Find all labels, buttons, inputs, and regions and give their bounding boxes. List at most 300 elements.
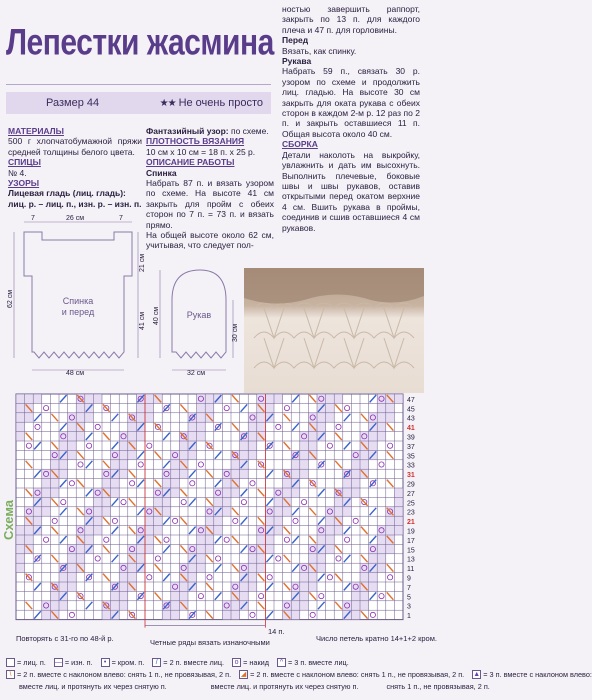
chart-shade-cell <box>93 488 102 497</box>
chart-shade-cell <box>308 441 317 450</box>
chart-shade-cell <box>76 554 85 563</box>
chart-shade-cell <box>222 488 231 497</box>
chart-shade-cell <box>59 601 68 610</box>
knit-icon <box>6 658 15 667</box>
chart-shade-cell <box>119 450 128 459</box>
chart-shade-cell <box>240 563 249 572</box>
body-label-1: Спинка <box>62 296 94 306</box>
chart-shade-cell <box>50 601 59 610</box>
front-text: Вязать, как спинку. <box>282 45 357 56</box>
chart-shade-cell <box>59 460 68 469</box>
chart-shade-cell <box>205 535 214 544</box>
chart-shade-cell <box>377 403 386 412</box>
chart-shade-cell <box>16 413 25 422</box>
chart-shade-cell <box>25 526 34 535</box>
chart-shade-cell <box>85 394 94 403</box>
chart-shade-cell <box>214 497 223 506</box>
chart-shade-cell <box>102 469 111 478</box>
chart-shade-cell <box>68 413 77 422</box>
chart-shade-cell <box>240 441 249 450</box>
chart-shade-cell <box>42 497 51 506</box>
chart-shade-cell <box>257 394 266 403</box>
chart-shade-cell <box>154 516 163 525</box>
dim-21: 21 см <box>139 253 146 272</box>
chart-shade-cell <box>343 479 352 488</box>
chart-shade-cell <box>317 554 326 563</box>
chart-shade-cell <box>265 535 274 544</box>
garment-photo <box>244 268 424 393</box>
back-label: Спинка <box>146 167 177 178</box>
chart-shade-cell <box>119 573 128 582</box>
chart-shade-cell <box>369 582 378 591</box>
chart-shade-cell <box>377 413 386 422</box>
chart-shade-cell <box>171 479 180 488</box>
chart-shade-cell <box>231 488 240 497</box>
chart-shade-cell <box>145 507 154 516</box>
chart-shade-cell <box>326 516 335 525</box>
chart-shade-cell <box>179 563 188 572</box>
chart-shade-cell <box>50 450 59 459</box>
chart-shade-cell <box>308 582 317 591</box>
chart-shade-cell <box>111 601 120 610</box>
gauge-heading: ПЛОТНОСТЬ ВЯЗАНИЯ <box>146 136 245 147</box>
legend-item: — = изн. п. <box>54 657 93 667</box>
chart-shade-cell <box>145 526 154 535</box>
chart-shade-cell <box>111 488 120 497</box>
chart-shade-cell <box>16 544 25 553</box>
chart-shade-cell <box>197 413 206 422</box>
back-text: Набрать 87 п. и вязать узором по схеме. На высоте 41 см закрыть для пройм с обеих сторон по 7 п. = 73 п. и вязать прямо. <box>146 178 274 230</box>
chart-shade-cell <box>248 563 257 572</box>
chart-shade-cell <box>162 507 171 516</box>
chart-shade-cell <box>154 526 163 535</box>
gauge-text: 10 см x 10 см = 18 п. x 25 р. <box>146 146 256 157</box>
chart-shade-cell <box>42 601 51 610</box>
chart-shade-cell <box>50 460 59 469</box>
chart-shade-cell <box>145 535 154 544</box>
chart-shade-cell <box>386 516 395 525</box>
chart-shade-cell <box>300 582 309 591</box>
chart-shade-cell <box>93 497 102 506</box>
chart-shade-cell <box>386 544 395 553</box>
chart-shade-cell <box>85 535 94 544</box>
chart-shade-cell <box>300 441 309 450</box>
purl-icon: — <box>54 658 62 666</box>
legend-item: ▲ = 3 п. вместе с наклоном влево: <box>473 669 592 679</box>
chart-shade-cell <box>351 610 360 619</box>
chart-shade-cell <box>317 413 326 422</box>
chart-shade-cell <box>171 488 180 497</box>
row-number: 45 <box>407 406 415 414</box>
assembly-text: Детали наколоть на выкройку, увлажнить и дать им высохнуть. Выполнить плечевые, боковые швы и швы рукавов, оставив открытыми перед окатом верхние 4 см. Вшить рукава в проймы, соединив и сшив оставшиеся 4 см рукавов. <box>282 149 420 233</box>
chart-shade-cell <box>248 582 257 591</box>
chart-shade-cell <box>42 479 51 488</box>
chart-shade-cell <box>197 554 206 563</box>
chart-shade-cell <box>33 516 42 525</box>
chart-shade-cell <box>68 544 77 553</box>
chart-shade-cell <box>377 432 386 441</box>
legend-cont-3: снять 1 п., не провязывая, 2 п. <box>386 681 490 691</box>
chart-shade-cell <box>308 432 317 441</box>
chart-shade-cell <box>257 554 266 563</box>
chart-shade-cell <box>231 601 240 610</box>
chart-shade-cell <box>274 516 283 525</box>
chart-shade-cell <box>16 422 25 431</box>
chart-shade-cell <box>308 413 317 422</box>
schematic-svg <box>4 210 239 390</box>
chart-shade-cell <box>205 544 214 553</box>
chart-shade-cell <box>334 507 343 516</box>
chart-shade-cell <box>248 554 257 563</box>
chart-shade-cell <box>369 432 378 441</box>
chart-shade-cell <box>326 507 335 516</box>
chart-shade-cell <box>360 601 369 610</box>
difficulty-label: Не очень просто <box>178 97 263 109</box>
row-number: 27 <box>407 490 415 498</box>
chart-shade-cell <box>76 413 85 422</box>
chart-shade-cell <box>136 554 145 563</box>
row-number: 13 <box>407 556 415 564</box>
chart-shade-cell <box>188 450 197 459</box>
chart-shade-cell <box>300 432 309 441</box>
chart-shade-cell <box>197 563 206 572</box>
chart-shade-cell <box>369 441 378 450</box>
chart-shade-cell <box>136 526 145 535</box>
chart-shade-cell <box>317 394 326 403</box>
front-label: Перед <box>282 35 309 46</box>
chart-shade-cell <box>205 403 214 412</box>
chart-shade-cell <box>257 526 266 535</box>
chart-shade-cell <box>128 450 137 459</box>
chart-shade-cell <box>351 469 360 478</box>
row-number: 31 <box>407 472 415 480</box>
chart-shade-cell <box>128 563 137 572</box>
chart-shade-cell <box>197 526 206 535</box>
chart-shade-cell <box>360 432 369 441</box>
chart-shade-cell <box>326 403 335 412</box>
chart-shade-cell <box>59 432 68 441</box>
legend-row-3 <box>6 680 490 692</box>
assembly-heading: СБОРКА <box>282 139 318 150</box>
chart-shade-cell <box>300 469 309 478</box>
chart-shade-cell <box>136 432 145 441</box>
chart-shade-cell <box>154 488 163 497</box>
row-number: 25 <box>407 500 415 508</box>
left-text-column <box>8 126 142 209</box>
chart-shade-cell <box>351 450 360 459</box>
legend-row-1 <box>6 656 424 668</box>
chart-shade-cell <box>308 554 317 563</box>
chart-shade-cell <box>360 460 369 469</box>
cont-text: ностью завершить раппорт, закрыть по 13 п. для каждого плеча и 47 п. для горловины. <box>282 4 420 35</box>
chart-shade-cell <box>119 601 128 610</box>
legend-item: / = 2 п. вместе лиц. <box>152 658 224 667</box>
dim-sleeve-width: 32 см <box>187 370 206 377</box>
dim-41: 41 см <box>139 311 146 330</box>
chart-shade-cell <box>377 535 386 544</box>
chart-shade-cell <box>93 516 102 525</box>
chart-shade-cell <box>377 554 386 563</box>
chart-shade-cell <box>197 535 206 544</box>
chart-shade-cell <box>248 432 257 441</box>
chart-shade-cell <box>257 413 266 422</box>
chart-shade-cell <box>179 441 188 450</box>
chart-shade-cell <box>274 507 283 516</box>
chart-shade-cell <box>351 479 360 488</box>
chart-shade-cell <box>377 526 386 535</box>
chart-shade-cell <box>171 450 180 459</box>
chart-shade-cell <box>102 497 111 506</box>
chart-shade-cell <box>283 488 292 497</box>
dim-sleeve-40: 40 см <box>153 306 160 325</box>
row-number: 21 <box>407 519 415 527</box>
difficulty <box>160 97 263 109</box>
right-text-column <box>282 4 420 233</box>
row-number: 37 <box>407 443 415 451</box>
chart-shade-cell <box>50 488 59 497</box>
row-number: 35 <box>407 453 415 461</box>
chart-shade-cell <box>394 507 403 516</box>
chart-shade-cell <box>369 554 378 563</box>
k3tog-icon: ^ <box>277 658 286 667</box>
chart-shade-cell <box>231 460 240 469</box>
chart-shade-cell <box>257 535 266 544</box>
chart-shade-cell <box>308 573 317 582</box>
chart-shade-cell <box>248 422 257 431</box>
chart-shade-cell <box>16 403 25 412</box>
chart-shade-cell <box>76 403 85 412</box>
chart-shade-cell <box>351 488 360 497</box>
chart-shade-cell <box>128 544 137 553</box>
chart-shade-cell <box>102 507 111 516</box>
dim-width: 48 см <box>66 370 85 377</box>
legend-item: o = накид <box>232 658 269 667</box>
chart-shade-cell <box>85 526 94 535</box>
chart-shade-cell <box>343 601 352 610</box>
chart-shade-cell <box>197 422 206 431</box>
chart-shade-cell <box>68 563 77 572</box>
chart-shade-cell <box>111 460 120 469</box>
title-divider <box>6 84 271 85</box>
chart-shade-cell <box>291 601 300 610</box>
chart-shade-cell <box>171 460 180 469</box>
chart-shade-cell <box>93 526 102 535</box>
chart-shade-cell <box>85 507 94 516</box>
chart-shade-cell <box>33 488 42 497</box>
chart-shade-cell <box>93 394 102 403</box>
chart-shade-cell <box>386 403 395 412</box>
chart-shade-cell <box>205 394 214 403</box>
legend-item: \ = 2 п. вместе с наклоном влево: снять 1 п., не провязывая, 2 п. <box>6 670 231 679</box>
chart-shade-cell <box>274 488 283 497</box>
chart-shade-cell <box>326 544 335 553</box>
sleeves-label: Рукава <box>282 56 312 67</box>
dim-top-left: 7 <box>31 215 35 222</box>
chart-shade-cell <box>111 591 120 600</box>
dim-height: 62 см <box>7 289 14 308</box>
stockinette-text: Лицевая гладь (лиц. гладь): лиц. р. – лиц. п., изн. р. – изн. п. <box>8 188 142 209</box>
chart-shade-cell <box>179 469 188 478</box>
chart-shade-cell <box>394 497 403 506</box>
chart-shade-cell <box>102 610 111 619</box>
chart-shade-cell <box>16 526 25 535</box>
body-label-2: и перед <box>61 307 95 317</box>
chart-shade-cell <box>162 497 171 506</box>
chart-shade-cell <box>291 488 300 497</box>
dim-sleeve-30: 30 см <box>232 323 239 342</box>
legend-row-2 <box>6 668 592 680</box>
chart-shade-cell <box>240 582 249 591</box>
chart-shade-cell <box>128 432 137 441</box>
difficulty-stars-icon: ★★ <box>159 98 176 109</box>
chart-shade-cell <box>128 573 137 582</box>
chart-shade-cell <box>317 563 326 572</box>
chart-shade-cell <box>188 432 197 441</box>
chart-shade-cell <box>351 591 360 600</box>
chart-shade-cell <box>171 601 180 610</box>
chart-shade-cell <box>360 591 369 600</box>
dim-top-right: 7 <box>119 215 123 222</box>
chart-shade-cell <box>274 394 283 403</box>
chart-shade-cell <box>145 544 154 553</box>
chart-shade-cell <box>119 460 128 469</box>
back-text-2: На общей высоте около 62 см, учитывая, что следует пол- <box>146 230 274 251</box>
chart-shade-cell <box>360 450 369 459</box>
chart-shade-cell <box>16 432 25 441</box>
chart-shade-cell <box>119 432 128 441</box>
legend-item: = лиц. п. <box>6 658 46 667</box>
chart-shade-cell <box>42 488 51 497</box>
chart-shade-cell <box>205 507 214 516</box>
chart-shade-cell <box>179 582 188 591</box>
chart-shade-cell <box>25 413 34 422</box>
chart-shade-cell <box>16 554 25 563</box>
chart-shade-cell <box>68 450 77 459</box>
chart-shade-cell <box>240 469 249 478</box>
chart-shade-cell <box>283 601 292 610</box>
chart-shade-cell <box>171 469 180 478</box>
sk2p-icon: ▲ <box>473 670 481 678</box>
chart-shade-cell <box>394 526 403 535</box>
chart-shade-cell <box>317 422 326 431</box>
chart-shade-cell <box>248 413 257 422</box>
chart-shade-cell <box>265 394 274 403</box>
needles-text: № 4. <box>8 167 27 178</box>
chart-shade-cell <box>68 554 77 563</box>
chart-shade-cell <box>283 479 292 488</box>
chart-shade-cell <box>119 469 128 478</box>
materials-text: 500 г хлопчатобумажной пряжи средней толщины белого цвета. <box>8 136 142 157</box>
ssk-icon: \ <box>6 670 15 679</box>
chart-shade-cell <box>265 544 274 553</box>
chart-shade-cell <box>171 591 180 600</box>
chart-shade-cell <box>188 544 197 553</box>
chart-shade-cell <box>50 479 59 488</box>
row-number: 11 <box>407 566 415 574</box>
chart-shade-cell <box>68 573 77 582</box>
chart-shade-cell <box>360 573 369 582</box>
chart-shade-cell <box>231 582 240 591</box>
chart-shade-cell <box>265 507 274 516</box>
chart-shade-cell <box>171 610 180 619</box>
chart-shade-cell <box>42 507 51 516</box>
chart-shade-cell <box>59 582 68 591</box>
legend <box>6 656 592 692</box>
chart-shade-cell <box>222 507 231 516</box>
row-number: 23 <box>407 509 415 517</box>
chart-shade-cell <box>326 526 335 535</box>
chart-shade-cell <box>291 610 300 619</box>
chart-shade-cell <box>76 544 85 553</box>
chart-shade-cell <box>59 441 68 450</box>
knitting-chart <box>14 392 424 662</box>
work-heading: ОПИСАНИЕ РАБОТЫ <box>146 157 235 168</box>
row-number: 41 <box>407 425 415 433</box>
chart-shade-cell <box>326 535 335 544</box>
row-number: 33 <box>407 462 415 470</box>
chart-shade-cell <box>188 573 197 582</box>
legend-cont-1: вместе лиц. и протянуть их через снятую п. <box>19 681 167 691</box>
chart-shade-cell <box>386 413 395 422</box>
chart-shade-cell <box>300 563 309 572</box>
chart-shade-cell <box>128 422 137 431</box>
size-difficulty-bar <box>6 92 271 114</box>
chart-shade-cell <box>33 394 42 403</box>
row-number: 1 <box>407 613 411 621</box>
chart-shade-cell <box>222 497 231 506</box>
row-number: 5 <box>407 594 411 602</box>
chart-shade-cell <box>326 413 335 422</box>
row-number: 19 <box>407 528 415 536</box>
chart-shade-cell <box>248 573 257 582</box>
fancy-pattern: Фантазийный узор: по схеме. <box>146 126 269 136</box>
chart-shade-cell <box>265 403 274 412</box>
chart-shade-cell <box>145 403 154 412</box>
chart-shade-cell <box>162 479 171 488</box>
page-title: Лепестки жасмина <box>6 22 274 64</box>
chart-shade-cell <box>197 403 206 412</box>
body-outline <box>24 232 132 358</box>
chart-shade-cell <box>248 544 257 553</box>
chart-shade-cell <box>68 432 77 441</box>
materials-heading: МАТЕРИАЛЫ <box>8 126 64 136</box>
chart-shade-cell <box>369 573 378 582</box>
chart-shade-cell <box>93 507 102 516</box>
chart-shade-cell <box>300 591 309 600</box>
chart-shade-cell <box>334 497 343 506</box>
chart-shade-cell <box>360 563 369 572</box>
chart-shade-cell <box>145 516 154 525</box>
chart-shade-cell <box>205 516 214 525</box>
dim-top-mid: 26 см <box>66 215 85 222</box>
chart-shade-cell <box>343 507 352 516</box>
legend-cont-2: вместе лиц. и протянуть их через снятую п. <box>210 681 359 691</box>
chart-shade-cell <box>197 544 206 553</box>
chart-shade-cell <box>119 563 128 572</box>
chart-shade-cell <box>300 601 309 610</box>
chart-shade-cell <box>291 582 300 591</box>
chart-shade-cell <box>394 516 403 525</box>
row-number: 7 <box>407 584 411 592</box>
garment-schematic <box>4 210 239 390</box>
chart-shade-cell <box>231 610 240 619</box>
chart-shade-cell <box>300 450 309 459</box>
repeat-width-label: 14 п. <box>268 627 285 636</box>
chart-shade-cell <box>308 544 317 553</box>
chart-shade-cell <box>197 394 206 403</box>
chart-shade-cell <box>377 422 386 431</box>
chart-shade-cell <box>68 582 77 591</box>
